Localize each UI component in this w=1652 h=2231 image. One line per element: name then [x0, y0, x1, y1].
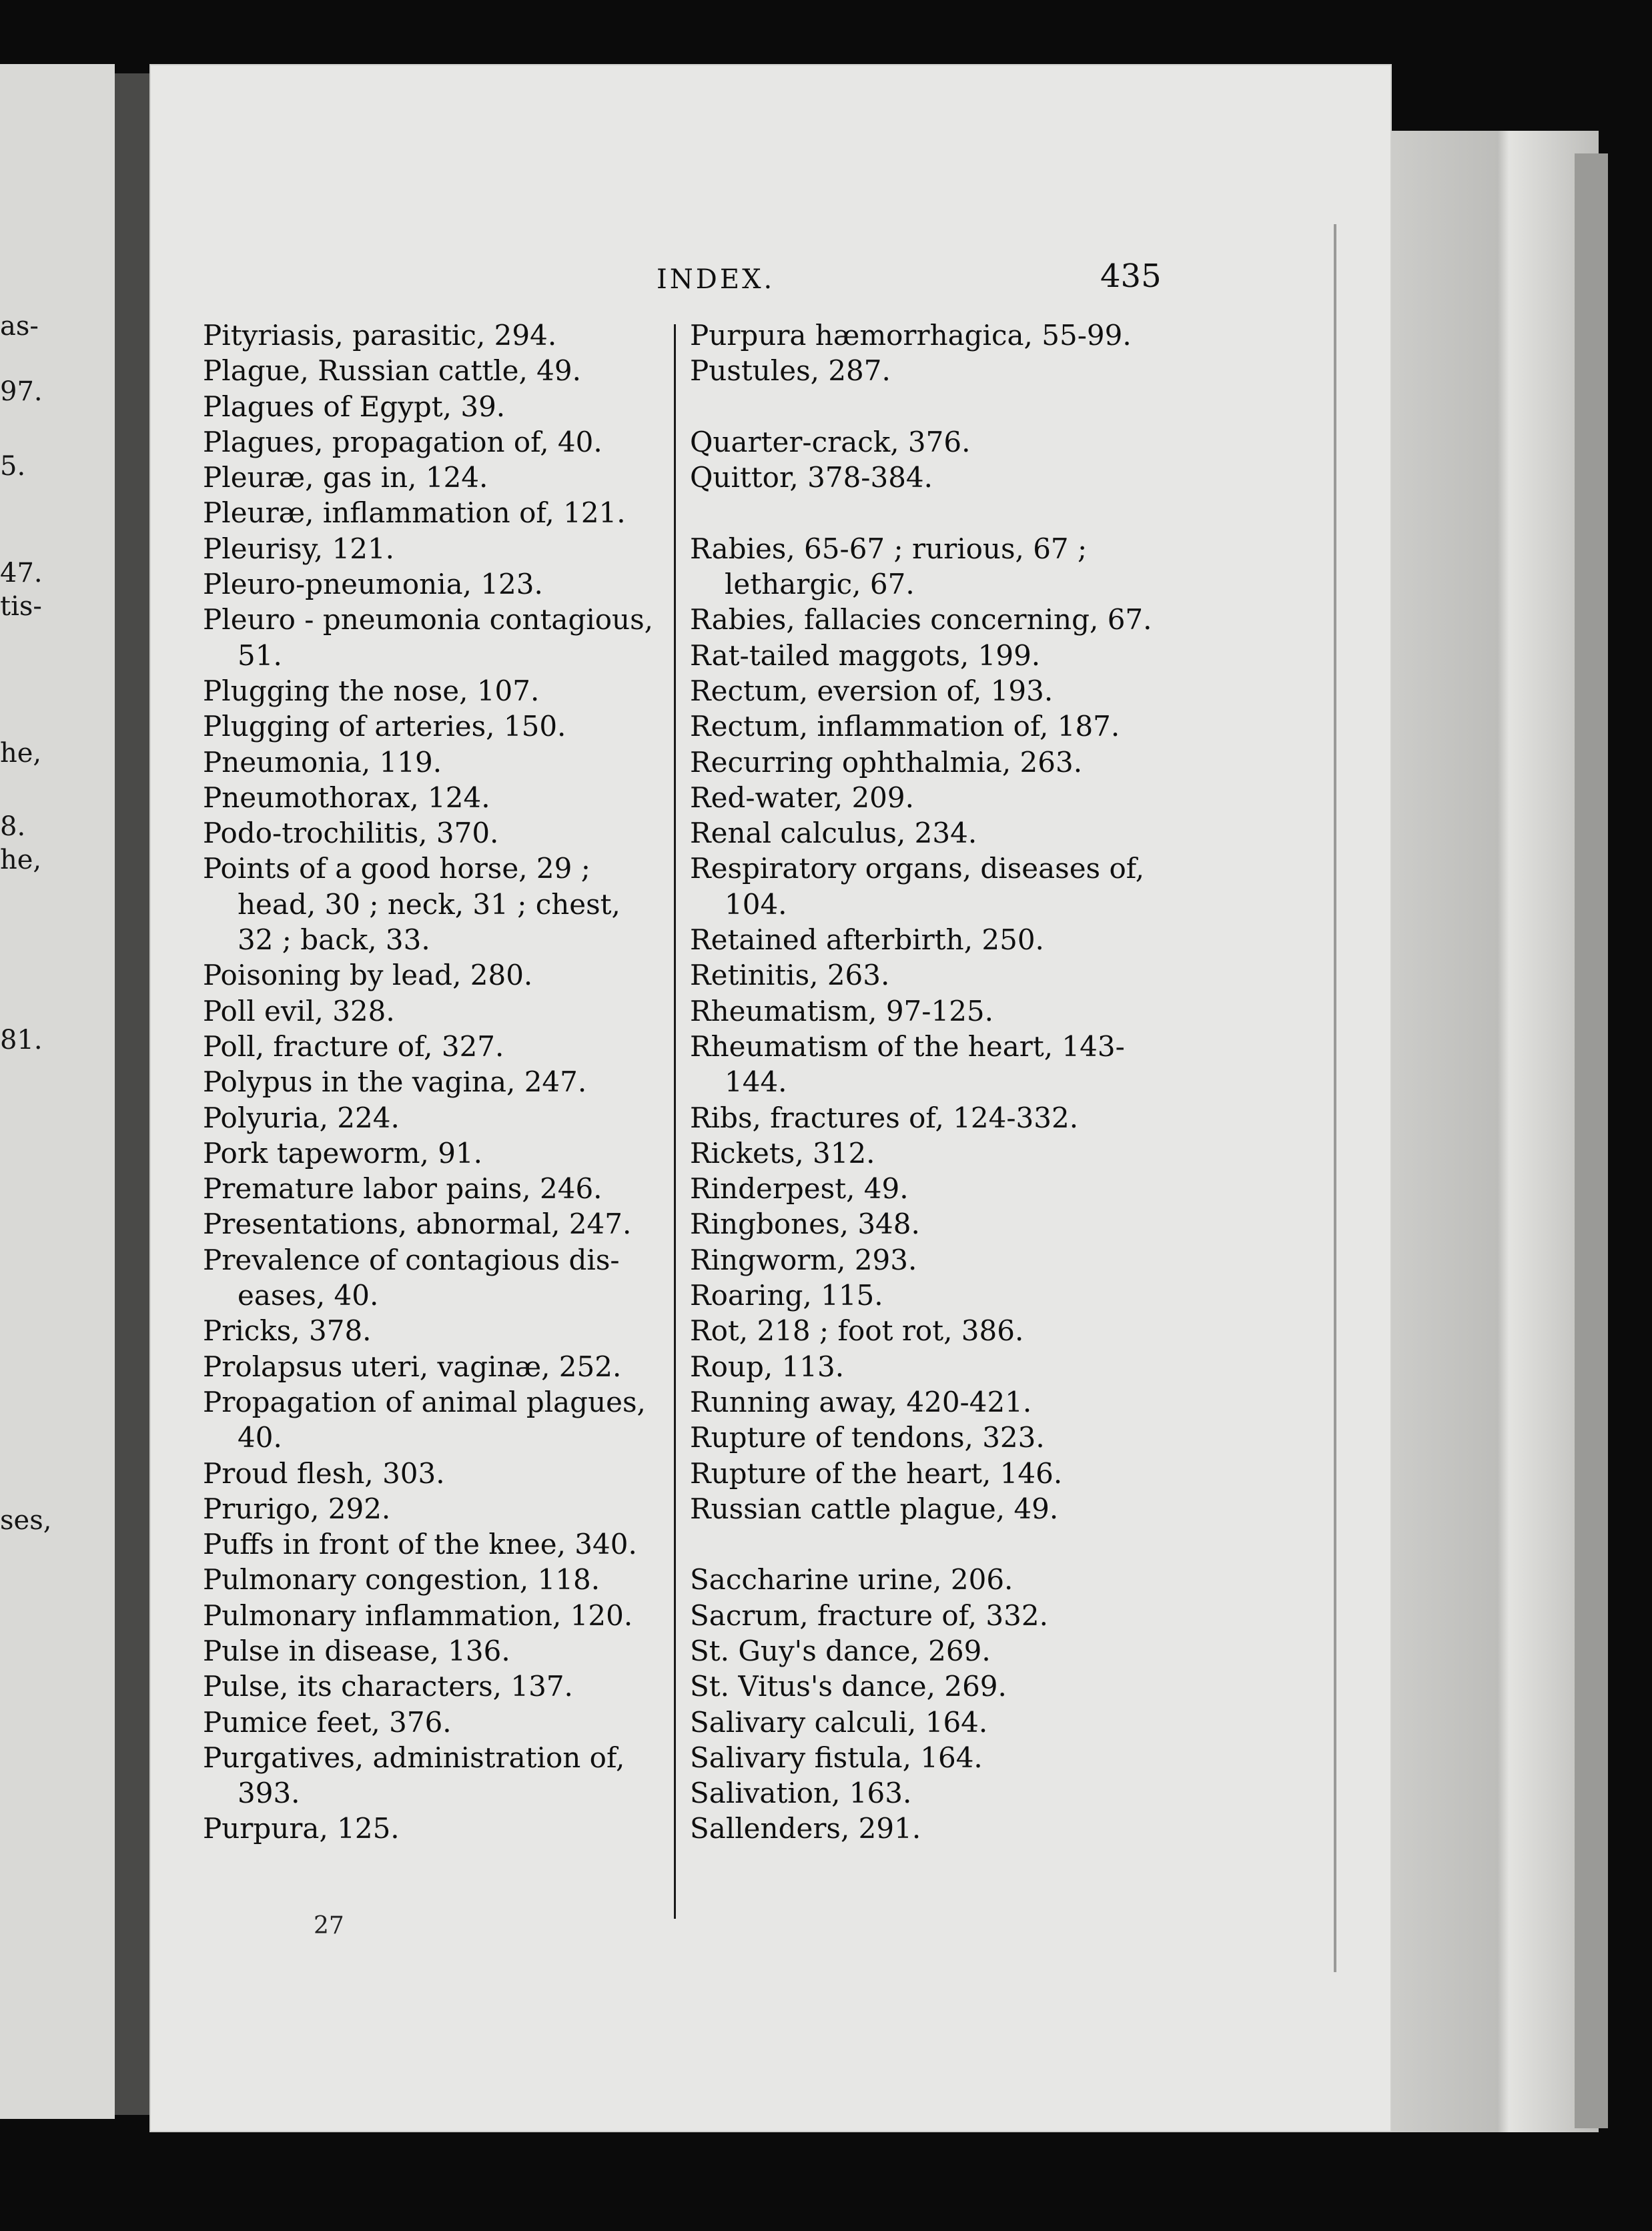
index-entry	[690, 1100, 1230, 1136]
facing-page-fragment: ses,	[0, 1505, 52, 1536]
column-divider	[674, 324, 676, 1919]
index-entry-text: Prevalence of contagious dis-	[203, 1243, 620, 1276]
index-entry-text: Premature labor pains, 246.	[203, 1172, 602, 1206]
index-entry	[690, 1740, 1230, 1775]
index-entry-text: Prolapsus uteri, vaginæ, 252.	[203, 1350, 622, 1383]
index-entry-text: Quarter-crack, 376.	[690, 425, 971, 458]
index-entry	[203, 780, 737, 815]
signature-mark: 27	[314, 1912, 344, 1939]
index-entry-text: Purgatives, administration of,	[203, 1741, 625, 1774]
facing-page-fragment: 5.	[0, 451, 26, 482]
index-entry	[690, 1349, 1230, 1384]
index-entry	[690, 1562, 1230, 1597]
index-entry	[690, 424, 1230, 460]
index-entry	[203, 1029, 737, 1064]
index-entry-text: Pricks, 378.	[203, 1314, 372, 1348]
index-entry	[690, 851, 1230, 922]
index-entry-text: Rupture of the heart, 146.	[690, 1456, 1063, 1490]
index-entry-text: Salivary calculi, 164.	[690, 1705, 988, 1739]
index-entry	[203, 353, 737, 388]
index-entry-text: Proud flesh, 303.	[203, 1456, 445, 1490]
index-entry	[690, 602, 1230, 637]
index-entry-text: Purpura hæmorrhagica, 55-99.	[690, 319, 1132, 352]
index-entry-continuation: 144.	[725, 1065, 787, 1099]
index-entry	[203, 815, 737, 851]
index-entry-continuation: head, 30 ; neck, 31 ; chest,	[238, 887, 621, 921]
index-entry	[690, 1598, 1230, 1633]
index-entry-text: Polypus in the vagina, 247.	[203, 1065, 587, 1099]
facing-page-fragment: 8.	[0, 811, 26, 842]
index-entry-continuation: 32 ; back, 33.	[238, 923, 430, 957]
index-entry	[690, 1242, 1230, 1278]
index-column-left	[203, 318, 737, 1847]
index-entry-text: Rickets, 312.	[690, 1136, 875, 1170]
index-entry	[203, 531, 737, 566]
index-entry	[690, 1313, 1230, 1348]
index-entry	[690, 318, 1230, 353]
index-entry	[690, 1456, 1230, 1491]
facing-page-edge	[0, 64, 115, 2119]
index-entry-text: Presentations, abnormal, 247.	[203, 1208, 632, 1241]
index-entry	[203, 424, 737, 460]
index-entry	[203, 1384, 737, 1456]
index-entry-text: Sallenders, 291.	[690, 1812, 921, 1845]
index-entry-text: Salivation, 163.	[690, 1777, 912, 1810]
index-entry	[203, 1740, 737, 1811]
index-entry	[203, 1171, 737, 1206]
index-entry	[690, 1811, 1230, 1846]
index-entry-text: Podo-trochilitis, 370.	[203, 817, 499, 850]
index-entry	[690, 1278, 1230, 1313]
index-entry-text: Pneumothorax, 124.	[203, 781, 490, 814]
index-entry-text: Pityriasis, parasitic, 294.	[203, 319, 557, 352]
index-entry	[203, 460, 737, 495]
index-entry	[690, 531, 1230, 602]
index-entry-text: Rabies, 65-67 ; rurious, 67 ;	[690, 532, 1088, 565]
index-entry-text: Poll, fracture of, 327.	[203, 1029, 504, 1063]
index-entry-text: Renal calculus, 234.	[690, 817, 977, 850]
facing-page-fragment: 47.	[0, 558, 43, 588]
index-entry-text: Rheumatism of the heart, 143-	[690, 1029, 1125, 1063]
index-entry-text: Respiratory organs, diseases of,	[690, 852, 1145, 885]
index-entry-text: Pulmonary inflammation, 120.	[203, 1599, 633, 1632]
index-entry	[690, 460, 1230, 495]
index-entry-continuation: lethargic, 67.	[725, 568, 915, 601]
index-entry	[203, 1598, 737, 1633]
index-entry-text: Ribs, fractures of, 124-332.	[690, 1101, 1079, 1134]
book-spine	[115, 73, 149, 2115]
index-entry-text: Points of a good horse, 29 ;	[203, 852, 590, 885]
index-entry	[690, 1384, 1230, 1420]
index-entry	[690, 1491, 1230, 1526]
index-entry-text: Plugging of arteries, 150.	[203, 710, 566, 743]
index-entry-text: Roup, 113.	[690, 1350, 845, 1383]
index-entry	[203, 957, 737, 993]
facing-page-fragment: tis-	[0, 591, 42, 622]
index-entry	[690, 638, 1230, 673]
index-entry	[690, 1206, 1230, 1242]
index-entry-text: Saccharine urine, 206.	[690, 1563, 1013, 1597]
index-entry-text: Salivary fistula, 164.	[690, 1741, 983, 1774]
index-entry	[203, 673, 737, 709]
index-entry-text: Plugging the nose, 107.	[203, 674, 540, 707]
index-entry-text: Pumice feet, 376.	[203, 1705, 452, 1739]
index-entry	[690, 1775, 1230, 1811]
index-entry-text: Purpura, 125.	[203, 1812, 400, 1845]
index-entry	[690, 1705, 1230, 1740]
index-entry	[203, 495, 737, 530]
index-entry	[203, 602, 737, 673]
index-entry-text: Recurring ophthalmia, 263.	[690, 745, 1083, 779]
page-frame-line	[1334, 224, 1336, 1972]
index-entry-text: Pleuro-pneumonia, 123.	[203, 568, 543, 601]
index-entry-text: Pleuræ, gas in, 124.	[203, 461, 488, 494]
facing-page-fragment: he,	[0, 738, 42, 769]
index-entry	[690, 780, 1230, 815]
index-entry	[203, 1562, 737, 1597]
index-entry	[203, 1633, 737, 1669]
index-entry	[690, 815, 1230, 851]
index-entry-text: Pulse in disease, 136.	[203, 1634, 510, 1667]
index-entry-continuation: 104.	[725, 887, 787, 921]
index-entry	[203, 318, 737, 353]
facing-page-fragment: as-	[0, 311, 39, 342]
page-number: 435	[1100, 258, 1162, 295]
index-entry-text: Pustules, 287.	[690, 354, 891, 388]
index-entry-text: Plagues of Egypt, 39.	[203, 390, 506, 423]
index-entry	[203, 566, 737, 602]
index-entry-continuation: 51.	[238, 638, 282, 672]
index-entry	[203, 745, 737, 780]
index-entry-text: Rabies, fallacies concerning, 67.	[690, 603, 1152, 636]
index-entry-text: Red-water, 209.	[690, 781, 914, 814]
index-entry-text: Poisoning by lead, 280.	[203, 959, 533, 992]
index-entry-continuation: 40.	[238, 1421, 282, 1454]
index-entry	[203, 1100, 737, 1136]
index-entry-text: Propagation of animal plagues,	[203, 1385, 646, 1418]
index-entry-continuation: eases, 40.	[238, 1279, 379, 1312]
index-entry-text: Rot, 218 ; foot rot, 386.	[690, 1314, 1024, 1348]
index-entry	[690, 1029, 1230, 1100]
index-entry-text: Pleuræ, inflammation of, 121.	[203, 496, 626, 530]
index-entry	[690, 993, 1230, 1029]
index-entry-text: Poll evil, 328.	[203, 994, 395, 1027]
index-entry-text: Pulmonary congestion, 118.	[203, 1563, 600, 1597]
index-entry-text: Pulse, its characters, 137.	[203, 1670, 573, 1703]
index-entry-text: Retinitis, 263.	[690, 959, 890, 992]
index-entry-text: Pleurisy, 121.	[203, 532, 395, 565]
index-entry	[203, 1206, 737, 1242]
index-entry	[690, 1669, 1230, 1704]
index-entry	[690, 745, 1230, 780]
index-entry-text: Rupture of tendons, 323.	[690, 1421, 1045, 1454]
index-entry-text: Rectum, eversion of, 193.	[690, 674, 1054, 707]
index-entry	[203, 1242, 737, 1314]
index-entry	[203, 709, 737, 744]
index-entry-text: Prurigo, 292.	[203, 1492, 391, 1525]
index-entry	[203, 851, 737, 957]
index-entry-text: Rat-tailed maggots, 199.	[690, 638, 1041, 672]
index-entry-text: Russian cattle plague, 49.	[690, 1492, 1059, 1525]
index-entry	[690, 673, 1230, 709]
index-entry-text: Retained afterbirth, 250.	[690, 923, 1044, 957]
running-header: INDEX.	[657, 264, 775, 295]
index-entry-text: Plagues, propagation of, 40.	[203, 425, 602, 458]
index-entry	[203, 1811, 737, 1846]
index-entry-text: Rinderpest, 49.	[690, 1172, 909, 1206]
index-entry-text: Pleuro - pneumonia contagious,	[203, 603, 654, 636]
index-entry	[203, 1349, 737, 1384]
index-entry	[203, 1705, 737, 1740]
index-entry	[690, 957, 1230, 993]
index-entry	[203, 1313, 737, 1348]
index-entry-text: Ringworm, 293.	[690, 1243, 917, 1276]
index-entry-text: Sacrum, fracture of, 332.	[690, 1599, 1048, 1632]
index-entry	[690, 1171, 1230, 1206]
index-entry-text: St. Vitus's dance, 269.	[690, 1670, 1007, 1703]
index-entry	[203, 1064, 737, 1099]
index-entry	[203, 1526, 737, 1562]
facing-page-fragment: he,	[0, 845, 42, 875]
index-entry	[690, 1420, 1230, 1455]
index-entry	[690, 1633, 1230, 1669]
index-entry	[203, 1456, 737, 1491]
index-entry	[203, 1669, 737, 1704]
index-entry-text: Ringbones, 348.	[690, 1208, 920, 1241]
index-entry-text: Rectum, inflammation of, 187.	[690, 710, 1120, 743]
index-entry-text: Plague, Russian cattle, 49.	[203, 354, 581, 388]
facing-page-fragment: 81.	[0, 1025, 43, 1055]
index-entry	[690, 709, 1230, 744]
index-column-right	[690, 318, 1230, 1847]
index-entry-continuation: 393.	[238, 1777, 300, 1810]
index-entry	[690, 353, 1230, 388]
page-stack-edge	[1374, 131, 1599, 2132]
facing-page-fragment: 97.	[0, 376, 43, 407]
index-entry-text: Pork tapeworm, 91.	[203, 1136, 483, 1170]
index-entry-text: Quittor, 378-384.	[690, 461, 933, 494]
index-entry-text: St. Guy's dance, 269.	[690, 1634, 991, 1667]
index-entry-text: Pneumonia, 119.	[203, 745, 442, 779]
index-entry-text: Rheumatism, 97-125.	[690, 994, 993, 1027]
index-entry-text: Running away, 420-421.	[690, 1385, 1032, 1418]
index-entry	[203, 1136, 737, 1171]
index-entry	[690, 1136, 1230, 1171]
index-entry	[203, 389, 737, 424]
book-cover-edge	[1575, 153, 1608, 2128]
index-entry	[690, 922, 1230, 957]
index-entry-text: Puffs in front of the knee, 340.	[203, 1528, 637, 1561]
index-page	[149, 64, 1392, 2132]
index-entry-text: Polyuria, 224.	[203, 1101, 400, 1134]
index-entry	[203, 993, 737, 1029]
index-entry-text: Roaring, 115.	[690, 1279, 883, 1312]
index-entry	[203, 1491, 737, 1526]
